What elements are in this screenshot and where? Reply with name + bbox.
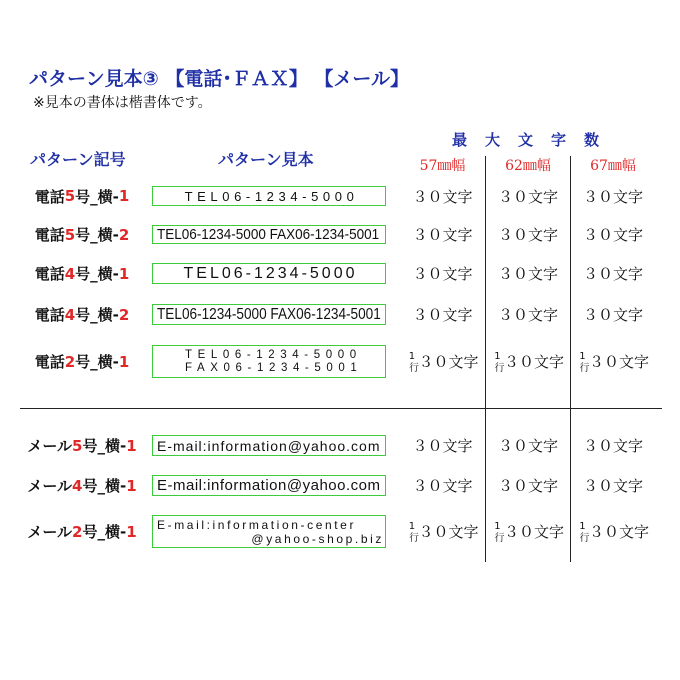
sample-line: E-mail:information@yahoo.com: [157, 477, 381, 494]
code-type: 電話: [34, 353, 65, 371]
code-mid: 号_横-: [82, 523, 127, 541]
max-chars-value: ３０文字: [582, 226, 643, 244]
pattern-row-tel-4-2: [0, 304, 680, 325]
per-line-prefix: 1行: [406, 521, 418, 542]
max-chars-62mm: [486, 435, 570, 456]
sample-line: TEL06-1234-5000: [183, 264, 358, 282]
pattern-code: [10, 186, 154, 206]
sample-line-tel: TEL06-1234-5000: [185, 348, 362, 361]
max-chars-value: ３０文字: [582, 265, 643, 283]
max-chars-67mm: [571, 345, 655, 378]
max-chars-value: ３０文字: [582, 437, 643, 455]
code-mid: 号_横-: [82, 437, 127, 455]
code-type: 電話: [34, 187, 65, 206]
width-header-57mm: 57㎜幅: [419, 158, 466, 174]
width-header-67mm: 67㎜幅: [590, 158, 636, 174]
code-size: 4: [64, 264, 76, 283]
max-chars-value: ３０文字: [412, 437, 473, 455]
code-type: 電話: [34, 306, 65, 324]
max-chars-value: ３０文字: [412, 306, 473, 324]
max-chars-value: ３０文字: [582, 187, 643, 206]
pattern-code: [10, 225, 154, 244]
code-type: 電話: [34, 265, 65, 283]
code-size: 2: [64, 352, 76, 371]
code-mid: 号_横-: [75, 226, 119, 244]
code-number: 2: [118, 305, 130, 324]
max-chars-value: ３０文字: [497, 226, 558, 244]
max-chars-value: ３０文字: [497, 265, 558, 283]
max-chars-57mm: [400, 225, 485, 244]
code-size: 4: [72, 476, 83, 495]
max-chars-67mm: [571, 515, 655, 548]
code-mid: 号_横-: [75, 353, 119, 371]
sample-line: TEL06-1234-5000 FAX06-1234-5001: [157, 226, 380, 243]
max-chars-value: ３０文字: [497, 437, 558, 455]
code-number: 1: [118, 264, 130, 283]
pattern-row-mail-2-1: [0, 515, 680, 548]
pattern-sample-header: パターン見本: [218, 150, 314, 169]
max-chars-62mm: [486, 345, 570, 378]
max-chars-57mm: [400, 475, 485, 496]
per-line-prefix: 1行: [576, 351, 588, 372]
code-type: 電話: [34, 226, 65, 244]
max-chars-62mm: [486, 515, 570, 548]
max-chars-62mm: [486, 263, 570, 284]
code-number: 1: [126, 436, 137, 455]
sample-line-fax: FAX06-1234-5001: [185, 361, 363, 374]
max-chars-57mm: [400, 263, 485, 284]
code-type: メール: [27, 477, 73, 495]
pattern-sample-box: [152, 304, 386, 325]
max-chars-57mm: [400, 515, 485, 548]
pattern-sample-box: [152, 186, 386, 206]
max-chars-62mm: [486, 225, 570, 244]
max-chars-value: ３０文字: [503, 353, 564, 371]
code-type: メール: [27, 437, 73, 455]
max-chars-value: ３０文字: [412, 265, 473, 283]
max-chars-62mm: [486, 475, 570, 496]
max-chars-62mm: [486, 304, 570, 325]
pattern-code: [10, 304, 154, 325]
max-chars-62mm: [486, 186, 570, 206]
max-chars-value: ３０文字: [418, 353, 479, 371]
pattern-row-tel-2-1: [0, 345, 680, 378]
max-chars-57mm: [400, 435, 485, 456]
code-number: 1: [118, 187, 130, 205]
per-line-prefix: 1行: [576, 521, 588, 542]
max-chars-value: ３０文字: [418, 523, 479, 541]
sample-line: TEL06-1234-5000: [184, 188, 359, 204]
max-chars-57mm: [400, 304, 485, 325]
code-size: 5: [64, 187, 76, 205]
max-chars-67mm: [571, 435, 655, 456]
per-line-prefix: 1行: [491, 521, 503, 542]
max-chars-value: ３０文字: [412, 187, 473, 206]
max-chars-value: ３０文字: [582, 306, 643, 324]
pattern-code: [10, 263, 154, 284]
max-chars-value: ３０文字: [412, 226, 473, 244]
max-chars-header: 最大文字数: [452, 131, 618, 149]
max-chars-value: ３０文字: [497, 477, 558, 495]
max-chars-67mm: [571, 186, 655, 206]
pattern-row-tel-5-1: [0, 186, 680, 206]
pattern-sample-box: [152, 435, 386, 456]
pattern-code: [10, 345, 154, 378]
max-chars-value: ３０文字: [497, 306, 558, 324]
pattern-row-tel-5-2: [0, 225, 680, 244]
max-chars-67mm: [571, 263, 655, 284]
max-chars-67mm: [571, 225, 655, 244]
code-type: メール: [27, 523, 73, 541]
code-mid: 号_横-: [82, 477, 127, 495]
code-mid: 号_横-: [75, 265, 119, 283]
code-size: 2: [72, 522, 83, 541]
sample-line: E-mail:information@yahoo.com: [157, 437, 381, 454]
pattern-row-mail-4-1: [0, 475, 680, 496]
max-chars-value: ３０文字: [582, 477, 643, 495]
page-title: パターン見本③ 【電話･ＦＡＸ】 【メール】: [29, 68, 410, 90]
pattern-row-mail-5-1: [0, 435, 680, 456]
code-number: 1: [118, 352, 130, 371]
max-chars-value: ３０文字: [588, 353, 649, 371]
max-chars-value: ３０文字: [497, 187, 558, 206]
per-line-prefix: 1行: [406, 351, 418, 372]
pattern-code: [10, 435, 154, 456]
max-chars-57mm: [400, 345, 485, 378]
code-number: 1: [126, 522, 137, 541]
font-note: ※見本の書体は楷書体です。: [33, 95, 212, 111]
sample-line-user: E-mail:information-center: [157, 517, 357, 532]
code-size: 4: [64, 305, 76, 324]
max-chars-value: ３０文字: [588, 523, 649, 541]
max-chars-value: ３０文字: [503, 523, 564, 541]
pattern-sample-box: [152, 225, 386, 244]
code-mid: 号_横-: [75, 306, 119, 324]
pattern-sample-box: [152, 475, 386, 496]
pattern-sample-box: [152, 515, 386, 548]
pattern-sample-box: [152, 345, 386, 378]
max-chars-value: ３０文字: [412, 477, 473, 495]
per-line-prefix: 1行: [491, 351, 503, 372]
pattern-code: [10, 515, 154, 548]
max-chars-57mm: [400, 186, 485, 206]
max-chars-67mm: [571, 304, 655, 325]
pattern-sample-box: [152, 263, 386, 284]
width-header-62mm: 62㎜幅: [505, 158, 551, 174]
code-number: 2: [118, 225, 130, 244]
section-divider: [20, 408, 662, 409]
code-mid: 号_横-: [75, 187, 119, 206]
code-size: 5: [64, 225, 76, 244]
max-chars-67mm: [571, 475, 655, 496]
code-size: 5: [72, 436, 83, 455]
pattern-code-header: パターン記号: [30, 150, 126, 169]
sample-line-domain: @yahoo-shop.biz: [251, 531, 384, 546]
pattern-row-tel-4-1: [0, 263, 680, 284]
pattern-code: [10, 475, 154, 496]
code-number: 1: [126, 476, 137, 495]
sample-line: TEL06-1234-5000 FAX06-1234-5001: [157, 305, 381, 323]
